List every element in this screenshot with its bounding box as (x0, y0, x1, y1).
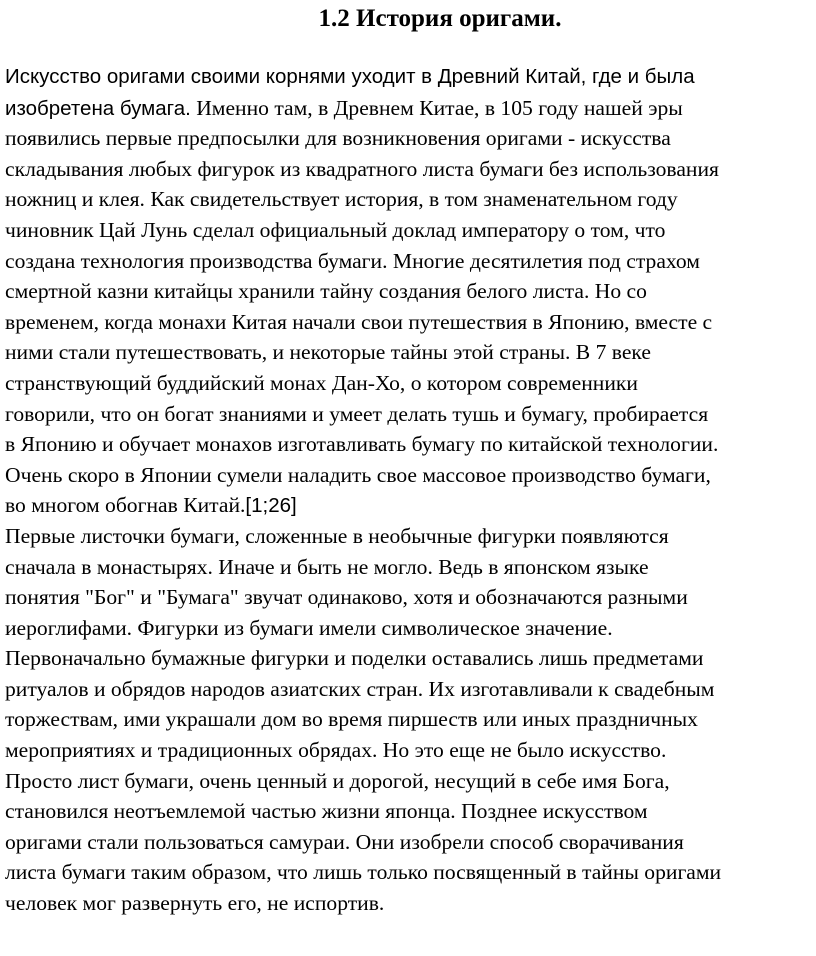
text-line (5, 93, 813, 124)
text-line: временем, когда монахи Китая начали свои путешествия в Японию, вместе с (5, 309, 713, 334)
text-line: Первоначально бумажные фигурки и поделки оставались лишь предметами (5, 646, 704, 671)
body-text (5, 62, 813, 919)
text-line: ритуалов и обрядов народов азиатских стран. Их изготавливали к свадебным (5, 676, 715, 701)
text-line: Первые листочки бумаги, сложенные в необычные фигурки появляются (5, 523, 669, 548)
text-line (5, 490, 813, 521)
text-line: оригами стали пользоваться самураи. Они изобрели способ сворачивания (5, 829, 684, 854)
text-line: создана технология производства бумаги. Многие десятилетия под страхом (5, 248, 700, 273)
text-line: торжествам, ими украшали дом во время пиршеств или иных праздничных (5, 707, 698, 732)
text-line: появились первые предпосылки для возникновения оригами - искусства (5, 126, 671, 151)
text-fragment: во многом обогнав Китай. (5, 493, 246, 518)
text-line: Очень скоро в Японии сумели наладить свое массовое производство бумаги, (5, 462, 711, 487)
text-line: понятия "Бог" и "Бумага" звучат одинаково, хотя и обозначаются разными (5, 585, 688, 610)
text-line: становился неотъемлемой частью жизни японца. Позднее искусством (5, 799, 648, 824)
text-line: в Японию и обучает монахов изготавливать бумагу по китайской технологии. (5, 432, 719, 457)
text-line: смертной казни китайцы хранили тайну создания белого листа. Но со (5, 279, 647, 304)
text-line: чиновник Цай Лунь сделал официальный доклад императору о том, что (5, 217, 666, 242)
text-fragment: изобретена бумага. (5, 96, 191, 120)
text-line: складывания любых фигурок из квадратного листа бумаги без использования (5, 156, 719, 181)
text-line: сначала в монастырях. Иначе и быть не могло. Ведь в японском языке (5, 554, 649, 579)
text-line: Просто лист бумаги, очень ценный и дорогой, несущий в себе имя Бога, (5, 768, 670, 793)
text-line: ними стали путешествовать, и некоторые тайны этой страны. В 7 веке (5, 340, 651, 365)
paragraph-2 (5, 521, 813, 919)
text-line: ножниц и клея. Как свидетельствует история, в том знаменательном году (5, 187, 678, 212)
text-line: листа бумаги таким образом, что лишь только посвященный в тайны оригами (5, 860, 722, 885)
text-line: говорили, что он богат знаниями и умеет делать тушь и бумагу, пробирается (5, 401, 709, 426)
text-line: иероглифами. Фигурки из бумаги имели символическое значение. (5, 615, 613, 640)
text-line: Искусство оригами своими корнями уходит в Древний Китай, где и была (5, 65, 695, 88)
citation-reference: [1;26] (245, 494, 297, 518)
paragraph-1 (5, 62, 813, 521)
text-fragment: Именно там, в Древнем Китае, в 105 году нашей эры (190, 95, 683, 120)
text-line: странствующий буддийский монах Дан-Хо, о котором современники (5, 370, 638, 395)
text-line: мероприятиях и традиционных обрядах. Но это еще не было искусство. (5, 738, 667, 763)
text-line: человек мог развернуть его, не испортив. (5, 891, 385, 916)
section-title: 1.2 История оригами. (318, 5, 562, 32)
